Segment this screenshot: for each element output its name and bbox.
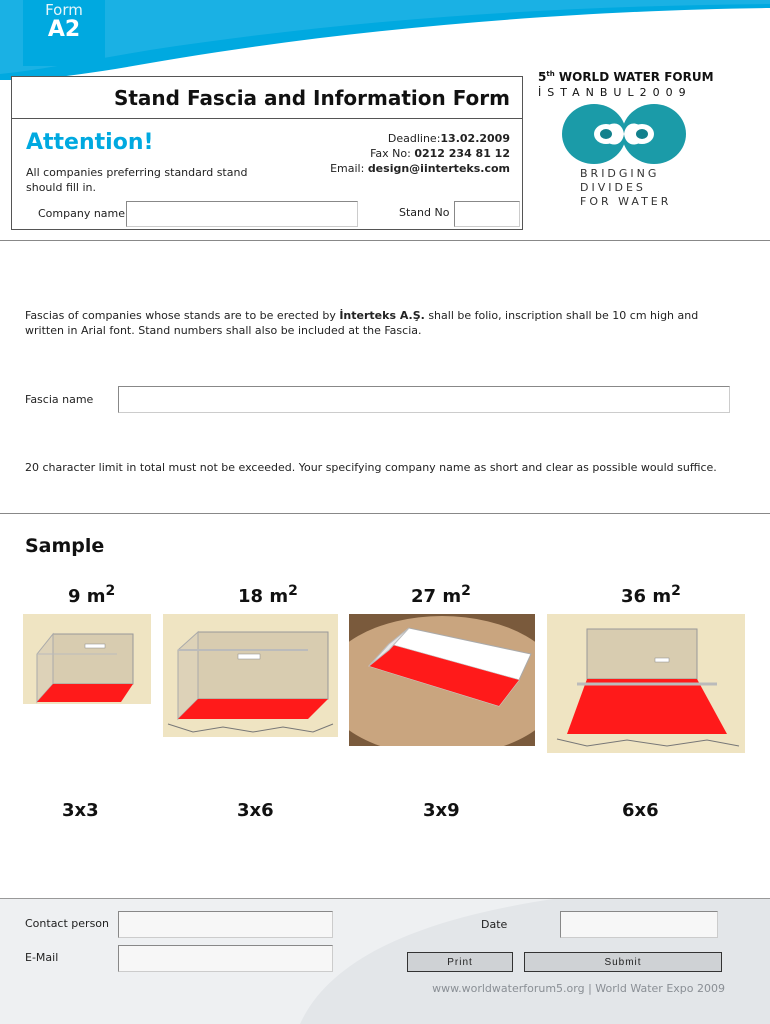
dims-3x6: 3x6 xyxy=(237,800,274,821)
logo-title-sup: th xyxy=(546,70,555,78)
form-tag-code: A2 xyxy=(47,17,81,42)
contact-info xyxy=(330,131,510,176)
size-label-27 xyxy=(411,583,471,607)
print-button[interactable]: Print xyxy=(407,952,513,972)
form-tag-label: Form xyxy=(45,1,83,19)
attention-text: All companies preferring standard stand should fill in. xyxy=(26,166,248,194)
fascia-intro-rest: shall be folio, inscription shall be 10 cm high and written in Arial font. Stand numbers shall also be included at the Fascia. xyxy=(25,309,699,337)
company-name-input[interactable] xyxy=(126,201,358,227)
size-18-sup: 2 xyxy=(288,583,298,599)
dims-3x9: 3x9 xyxy=(423,800,460,821)
stand-no-label: Stand No xyxy=(399,206,450,219)
deadline-line xyxy=(330,131,510,146)
infinity-logo-icon xyxy=(560,102,688,166)
title-row xyxy=(12,77,522,119)
size-label-9 xyxy=(68,583,115,607)
email-line xyxy=(330,161,510,176)
size-18-text: 18 m xyxy=(238,586,289,607)
deadline-value: 13.02.2009 xyxy=(440,132,510,145)
attention-box xyxy=(11,76,523,230)
contact-person-input[interactable] xyxy=(118,911,333,938)
fax-line xyxy=(330,146,510,161)
form-tag xyxy=(23,0,105,66)
fascia-intro xyxy=(25,308,735,338)
logo-title-text: WORLD WATER FORUM xyxy=(554,70,714,84)
stand-image-3x3 xyxy=(23,614,151,704)
sample-heading: Sample xyxy=(25,535,105,557)
divider-bottom xyxy=(0,898,770,899)
stand-image-3x9 xyxy=(349,614,535,746)
fax-label: Fax No: xyxy=(370,147,411,160)
date-label: Date xyxy=(481,918,508,931)
divider-middle xyxy=(0,513,770,514)
size-36-sup: 2 xyxy=(671,583,681,599)
company-name-label: Company name xyxy=(38,207,126,220)
footer-text: www.worldwaterforum5.org | World Water Expo 2009 xyxy=(432,982,725,995)
email-label: Email: xyxy=(330,162,365,175)
size-9-sup: 2 xyxy=(105,583,116,599)
logo-tag-3: FOR WATER xyxy=(580,195,672,208)
logo-tag-1: BRIDGING xyxy=(580,167,660,180)
stand-image-6x6 xyxy=(547,614,745,753)
fascia-intro-text: Fascias of companies whose stands are to be erected by xyxy=(25,309,340,322)
size-label-36 xyxy=(621,583,681,607)
stand-image-3x6 xyxy=(163,614,338,737)
fascia-name-input[interactable] xyxy=(118,386,730,413)
submit-button[interactable]: Submit xyxy=(524,952,722,972)
date-input[interactable] xyxy=(560,911,718,938)
page-title: Stand Fascia and Information Form xyxy=(113,86,510,110)
fascia-limit-note: 20 character limit in total must not be exceeded. Your specifying company name as short and clear as possible would suffice. xyxy=(25,461,717,474)
email-field-label: E-Mail xyxy=(25,951,59,964)
size-label-18 xyxy=(238,583,298,607)
deadline-label: Deadline: xyxy=(387,132,441,145)
logo-title xyxy=(538,70,714,84)
fascia-intro-company: İnterteks A.Ş. xyxy=(339,309,425,322)
divider-top xyxy=(0,240,770,241)
attention-heading: Attention! xyxy=(26,130,154,155)
logo-tag-2: DIVIDES xyxy=(580,181,646,194)
contact-person-label: Contact person xyxy=(25,917,109,930)
size-27-text: 27 m xyxy=(411,586,462,607)
stand-no-input[interactable] xyxy=(454,201,520,227)
size-27-sup: 2 xyxy=(461,583,471,599)
size-36-text: 36 m xyxy=(621,586,672,607)
dims-3x3: 3x3 xyxy=(62,800,99,821)
logo-title-number: 5 xyxy=(538,70,547,84)
header-wave xyxy=(0,0,770,80)
email-input[interactable] xyxy=(118,945,333,972)
logo-tagline xyxy=(580,167,700,209)
dims-6x6: 6x6 xyxy=(622,800,659,821)
email-value: design@iinterteks.com xyxy=(367,162,510,175)
logo-subtitle: İSTANBUL2009 xyxy=(538,86,692,99)
size-9-text: 9 m xyxy=(68,586,106,607)
fascia-name-label: Fascia name xyxy=(25,393,94,406)
fax-value: 0212 234 81 12 xyxy=(414,147,510,160)
